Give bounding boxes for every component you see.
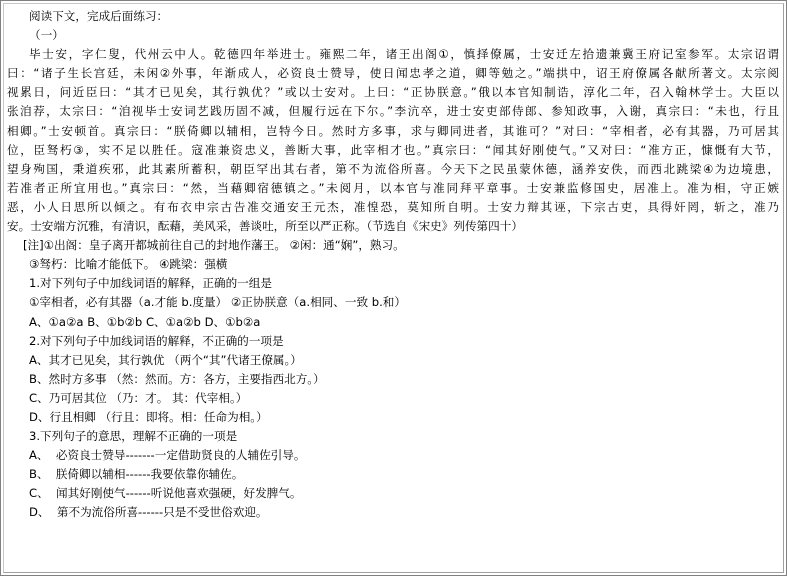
passage-line: 相卿。”士安顿首。真宗曰：“朕倚卿以辅相，岂特今日。然时方多事，求与卿同进者，其谁可？”对曰：“宰相者，必有其器，乃可居其 bbox=[7, 123, 779, 138]
instruction-text: 阅读下文，完成后面练习： bbox=[29, 9, 169, 23]
question-line: B、 朕倚卿以辅相------我要依靠你辅佐。 bbox=[29, 467, 244, 482]
passage-line: 望身殉国，秉道疾邪，此其素所蓄积，朝臣罕出其右者，第不为流俗所喜。今天下之民虽蒙休德，涵养安佚，而西北跳梁④为边境患， bbox=[7, 161, 779, 176]
document-content bbox=[7, 7, 779, 523]
passage-line: 曰：“诸子生长宫廷，未闲②外事，年渐成人，必资良士赞导，使日闻忠孝之道，卿等勉之。”端拱中，诏王府僚属各献所著文。太宗阅 bbox=[7, 66, 779, 81]
passage-line: 安。士安端方沉雅，有清识，酝藉，美风采，善谈吐，所至以严正称。（节选自《宋史》列传第四十） bbox=[7, 219, 523, 234]
question-line: A、 必资良士赞导-------一定借助贤良的人辅佐引导。 bbox=[29, 448, 306, 463]
section-heading: （一） bbox=[29, 28, 64, 43]
note-line: [注]①出阁：皇子离开都城前往自己的封地作藩王。 ②闲：通“娴”，熟习。 bbox=[23, 238, 405, 253]
passage-line: 位，臣驽朽③，实不足以胜任。寇准兼资忠义，善断大事，此宰相才也。”真宗曰：“闻其好刚使气。”又对曰：“准方正，慷慨有大节， bbox=[7, 142, 779, 157]
passage-line: 恶，小人日思所以倾之。有布衣申宗古告准交通安王元杰，准惶恐，莫知所自明。士安力辩其诬，下宗古吏，具得奸罔，斩之，准乃 bbox=[7, 199, 779, 214]
question-line: ①宰相者，必有其器（a.才能 b.度量） ②正协朕意（a.相同、一致 b.和） bbox=[29, 295, 406, 310]
question-line: D、行且相卿 （行且：即将。相：任命为相。） bbox=[29, 409, 268, 424]
note-line: ③驽朽：比喻才能低下。 ④跳梁：强横 bbox=[29, 257, 228, 272]
question-line: A、其才已见矣，其行孰优 （两个“其”代诸王僚属。） bbox=[29, 352, 302, 367]
question-line: B、然时方多事 （然：然而。方：各方，主要指西北方。） bbox=[29, 371, 325, 386]
question-line: A、①a②a B、①b②b C、①a②b D、①b②a bbox=[29, 314, 261, 329]
passage-line: 毕士安，字仁叟，代州云中人。乾德四年举进士。雍熙二年，诸王出阁①，慎择僚属，士安迁左拾遗兼冀王府记室参军。太宗诏谓 bbox=[29, 47, 779, 62]
question-line: 2.对下列句子中加线词语的解释，不正确的一项是 bbox=[29, 333, 284, 348]
question-line: 1.对下列句子中加线词语的解释，正确的一组是 bbox=[29, 276, 272, 291]
passage-line: 视累日，问近臣曰：“其才已见矣，其行孰优？”或以士安对。上曰：“正协朕意。”俄以本官知制诰，淳化二年，召入翰林学士。大臣以 bbox=[7, 85, 779, 100]
passage-line: 张洎荐，太宗曰：“洎视毕士安词艺践历固不减，但履行远在下尔。”李沆卒，进士安吏部侍郎、参知政事，入谢，真宗曰：“未也，行且 bbox=[7, 104, 779, 119]
question-line: 3.下列句子的意思，理解不正确的一项是 bbox=[29, 429, 238, 444]
question-line: C、乃可居其位 （乃：才。 其：代宰相。） bbox=[29, 390, 248, 405]
passage-line: 若准者正所宜用也。”真宗曰：“然，当藉卿宿德镇之。”未阅月，以本官与准同拜平章事。士安兼监修国史，居准上。准为相，守正嫉 bbox=[7, 180, 779, 195]
question-line: D、 第不为流俗所喜------只是不受世俗欢迎。 bbox=[29, 505, 268, 520]
question-line: C、 闻其好刚使气------听说他喜欢强硬，好发脾气。 bbox=[29, 486, 302, 501]
